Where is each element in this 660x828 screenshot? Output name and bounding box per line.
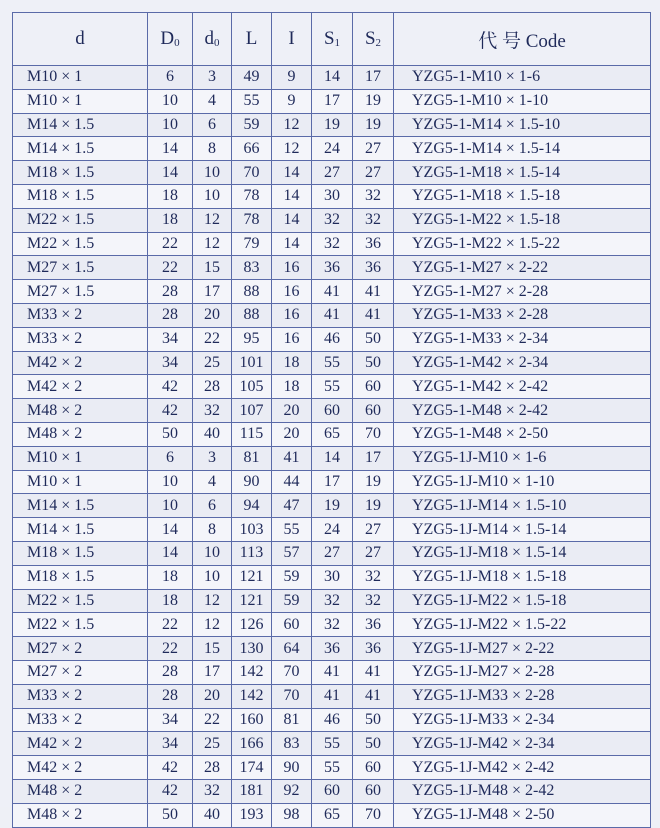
cell-s2: 19 (353, 470, 394, 494)
cell-d0: 28 (148, 660, 193, 684)
cell-d0: 14 (148, 137, 193, 161)
cell-i: 20 (272, 422, 312, 446)
cell-d0: 12 (193, 232, 232, 256)
cell-d: M18 × 1.5 (13, 161, 148, 185)
cell-l: 103 (232, 518, 272, 542)
cell-d0: 28 (148, 684, 193, 708)
cell-code: YZG5-1-M22 × 1.5-22 (394, 232, 651, 256)
cell-code: YZG5-1J-M33 × 2-34 (394, 708, 651, 732)
cell-i: 18 (272, 375, 312, 399)
cell-s1: 17 (312, 470, 353, 494)
cell-i: 60 (272, 613, 312, 637)
cell-d0: 10 (148, 89, 193, 113)
header-S2: $S_2$ (353, 13, 394, 66)
cell-s2: 50 (353, 351, 394, 375)
table-row (13, 541, 651, 565)
cell-code: YZG5-1-M33 × 2-28 (394, 303, 651, 327)
cell-s1: 32 (312, 613, 353, 637)
cell-i: 92 (272, 779, 312, 803)
cell-d0: 22 (193, 708, 232, 732)
cell-d0: 22 (148, 613, 193, 637)
cell-code: YZG5-1J-M22 × 1.5-22 (394, 613, 651, 637)
cell-d: M33 × 2 (13, 684, 148, 708)
table-row (13, 113, 651, 137)
table-row (13, 375, 651, 399)
cell-s2: 32 (353, 208, 394, 232)
cell-l: 121 (232, 589, 272, 613)
cell-d0: 18 (148, 208, 193, 232)
cell-s1: 27 (312, 541, 353, 565)
cell-d0: 8 (193, 518, 232, 542)
cell-i: 18 (272, 351, 312, 375)
cell-s1: 41 (312, 280, 353, 304)
cell-l: 70 (232, 161, 272, 185)
cell-d: M10 × 1 (13, 446, 148, 470)
cell-d0: 18 (148, 589, 193, 613)
cell-s1: 65 (312, 422, 353, 446)
cell-s2: 41 (353, 280, 394, 304)
cell-s1: 19 (312, 113, 353, 137)
cell-code: YZG5-1J-M48 × 2-50 (394, 803, 651, 827)
cell-i: 14 (272, 184, 312, 208)
cell-d0: 22 (148, 256, 193, 280)
cell-l: 78 (232, 184, 272, 208)
table-header-row (13, 13, 651, 66)
cell-i: 90 (272, 756, 312, 780)
cell-l: 90 (232, 470, 272, 494)
table-row (13, 232, 651, 256)
cell-d: M18 × 1.5 (13, 184, 148, 208)
cell-d: M10 × 1 (13, 66, 148, 90)
table-row (13, 256, 651, 280)
cell-i: 70 (272, 684, 312, 708)
cell-l: 94 (232, 494, 272, 518)
cell-s1: 65 (312, 803, 353, 827)
cell-code: YZG5-1-M48 × 2-42 (394, 399, 651, 423)
cell-s1: 27 (312, 161, 353, 185)
table-row (13, 565, 651, 589)
cell-d0: 28 (193, 375, 232, 399)
cell-code: YZG5-1J-M10 × 1-10 (394, 470, 651, 494)
cell-d: M42 × 2 (13, 756, 148, 780)
cell-d0: 22 (193, 327, 232, 351)
cell-d0: 18 (148, 565, 193, 589)
cell-i: 41 (272, 446, 312, 470)
cell-code: YZG5-1-M18 × 1.5-18 (394, 184, 651, 208)
cell-d: M27 × 1.5 (13, 280, 148, 304)
cell-s2: 60 (353, 756, 394, 780)
cell-l: 181 (232, 779, 272, 803)
cell-d0: 14 (148, 161, 193, 185)
cell-l: 113 (232, 541, 272, 565)
cell-s1: 60 (312, 399, 353, 423)
cell-code: YZG5-1J-M42 × 2-34 (394, 732, 651, 756)
header-I: I (272, 13, 312, 66)
table-row (13, 161, 651, 185)
cell-d: M42 × 2 (13, 732, 148, 756)
cell-i: 47 (272, 494, 312, 518)
cell-code: YZG5-1-M10 × 1-6 (394, 66, 651, 90)
cell-d: M18 × 1.5 (13, 541, 148, 565)
cell-s1: 46 (312, 708, 353, 732)
cell-s1: 17 (312, 89, 353, 113)
table-row (13, 660, 651, 684)
cell-code: YZG5-1J-M27 × 2-22 (394, 637, 651, 661)
cell-d0: 40 (193, 803, 232, 827)
cell-d0: 6 (148, 446, 193, 470)
table-row (13, 208, 651, 232)
table-row (13, 732, 651, 756)
cell-d0: 28 (148, 303, 193, 327)
cell-s1: 55 (312, 375, 353, 399)
cell-s1: 32 (312, 589, 353, 613)
cell-d0: 42 (148, 756, 193, 780)
cell-l: 121 (232, 565, 272, 589)
cell-s1: 14 (312, 66, 353, 90)
table-row (13, 470, 651, 494)
cell-l: 142 (232, 660, 272, 684)
cell-d0: 42 (148, 399, 193, 423)
cell-i: 16 (272, 327, 312, 351)
cell-l: 59 (232, 113, 272, 137)
cell-s2: 60 (353, 375, 394, 399)
cell-l: 130 (232, 637, 272, 661)
cell-s1: 36 (312, 256, 353, 280)
cell-d0: 22 (148, 637, 193, 661)
cell-s1: 30 (312, 565, 353, 589)
cell-code: YZG5-1J-M48 × 2-42 (394, 779, 651, 803)
cell-s2: 32 (353, 589, 394, 613)
cell-s2: 60 (353, 779, 394, 803)
cell-d0: 12 (193, 208, 232, 232)
cell-d0: 12 (193, 613, 232, 637)
cell-i: 16 (272, 280, 312, 304)
header-D0: $D_0$ (148, 13, 193, 66)
cell-i: 14 (272, 208, 312, 232)
cell-d0: 17 (193, 280, 232, 304)
cell-d0: 10 (193, 565, 232, 589)
cell-s2: 41 (353, 303, 394, 327)
cell-code: YZG5-1-M14 × 1.5-14 (394, 137, 651, 161)
table-row (13, 613, 651, 637)
cell-i: 55 (272, 518, 312, 542)
cell-s2: 41 (353, 660, 394, 684)
cell-l: 83 (232, 256, 272, 280)
cell-s2: 41 (353, 684, 394, 708)
cell-d0: 28 (193, 756, 232, 780)
cell-l: 142 (232, 684, 272, 708)
cell-d0: 15 (193, 256, 232, 280)
cell-d0: 6 (148, 66, 193, 90)
cell-s2: 50 (353, 732, 394, 756)
cell-code: YZG5-1-M10 × 1-10 (394, 89, 651, 113)
cell-d: M48 × 2 (13, 779, 148, 803)
cell-s2: 32 (353, 184, 394, 208)
cell-s2: 60 (353, 399, 394, 423)
cell-s1: 41 (312, 660, 353, 684)
cell-d0: 6 (193, 113, 232, 137)
cell-d0: 22 (148, 232, 193, 256)
cell-d0: 34 (148, 351, 193, 375)
cell-d: M27 × 2 (13, 637, 148, 661)
header-code: 代 号 Code (394, 13, 651, 66)
cell-l: 88 (232, 280, 272, 304)
cell-s1: 60 (312, 779, 353, 803)
cell-i: 57 (272, 541, 312, 565)
specification-table (12, 12, 651, 828)
cell-s1: 24 (312, 518, 353, 542)
cell-d0: 20 (193, 303, 232, 327)
cell-d: M48 × 2 (13, 399, 148, 423)
cell-d: M33 × 2 (13, 327, 148, 351)
cell-code: YZG5-1-M22 × 1.5-18 (394, 208, 651, 232)
cell-s2: 27 (353, 137, 394, 161)
cell-i: 83 (272, 732, 312, 756)
cell-i: 59 (272, 565, 312, 589)
cell-code: YZG5-1-M14 × 1.5-10 (394, 113, 651, 137)
table-row (13, 637, 651, 661)
cell-l: 66 (232, 137, 272, 161)
cell-d0: 34 (148, 708, 193, 732)
cell-i: 12 (272, 137, 312, 161)
cell-d0: 15 (193, 637, 232, 661)
cell-s2: 27 (353, 518, 394, 542)
cell-d0: 34 (148, 732, 193, 756)
cell-d: M14 × 1.5 (13, 137, 148, 161)
cell-s2: 17 (353, 66, 394, 90)
cell-l: 81 (232, 446, 272, 470)
cell-l: 79 (232, 232, 272, 256)
cell-i: 59 (272, 589, 312, 613)
header-d: d (13, 13, 148, 66)
header-d0: $d_0$ (193, 13, 232, 66)
cell-l: 101 (232, 351, 272, 375)
table-row (13, 66, 651, 90)
cell-l: 166 (232, 732, 272, 756)
cell-d0: 3 (193, 66, 232, 90)
cell-i: 9 (272, 66, 312, 90)
cell-s1: 19 (312, 494, 353, 518)
cell-code: YZG5-1-M42 × 2-34 (394, 351, 651, 375)
cell-d0: 32 (193, 779, 232, 803)
cell-s2: 36 (353, 256, 394, 280)
table-row (13, 708, 651, 732)
cell-i: 98 (272, 803, 312, 827)
cell-d0: 10 (193, 161, 232, 185)
cell-s1: 41 (312, 684, 353, 708)
cell-code: YZG5-1-M42 × 2-42 (394, 375, 651, 399)
cell-l: 49 (232, 66, 272, 90)
cell-d0: 17 (193, 660, 232, 684)
cell-l: 78 (232, 208, 272, 232)
cell-code: YZG5-1-M48 × 2-50 (394, 422, 651, 446)
table-row (13, 351, 651, 375)
cell-l: 107 (232, 399, 272, 423)
cell-s1: 24 (312, 137, 353, 161)
cell-d0: 10 (148, 113, 193, 137)
cell-code: YZG5-1J-M18 × 1.5-18 (394, 565, 651, 589)
cell-s1: 36 (312, 637, 353, 661)
table-row (13, 684, 651, 708)
cell-d0: 12 (193, 589, 232, 613)
cell-code: YZG5-1J-M14 × 1.5-10 (394, 494, 651, 518)
table-row (13, 399, 651, 423)
header-S1: $S_1$ (312, 13, 353, 66)
cell-d0: 18 (148, 184, 193, 208)
cell-code: YZG5-1J-M42 × 2-42 (394, 756, 651, 780)
cell-s1: 55 (312, 756, 353, 780)
cell-l: 160 (232, 708, 272, 732)
cell-l: 95 (232, 327, 272, 351)
cell-d: M22 × 1.5 (13, 232, 148, 256)
cell-d0: 8 (193, 137, 232, 161)
cell-s2: 70 (353, 803, 394, 827)
cell-d0: 4 (193, 470, 232, 494)
cell-d0: 50 (148, 803, 193, 827)
cell-d0: 10 (148, 470, 193, 494)
cell-code: YZG5-1J-M18 × 1.5-14 (394, 541, 651, 565)
cell-s2: 36 (353, 637, 394, 661)
cell-d0: 6 (193, 494, 232, 518)
cell-s2: 50 (353, 708, 394, 732)
cell-s1: 55 (312, 351, 353, 375)
cell-l: 174 (232, 756, 272, 780)
cell-s2: 36 (353, 613, 394, 637)
cell-i: 70 (272, 660, 312, 684)
cell-code: YZG5-1J-M10 × 1-6 (394, 446, 651, 470)
cell-d0: 25 (193, 351, 232, 375)
cell-s2: 19 (353, 113, 394, 137)
cell-d: M48 × 2 (13, 422, 148, 446)
cell-i: 81 (272, 708, 312, 732)
cell-i: 16 (272, 303, 312, 327)
table-row (13, 494, 651, 518)
cell-d0: 20 (193, 684, 232, 708)
cell-d: M48 × 2 (13, 803, 148, 827)
cell-l: 126 (232, 613, 272, 637)
cell-i: 9 (272, 89, 312, 113)
table-row (13, 184, 651, 208)
cell-d: M27 × 1.5 (13, 256, 148, 280)
cell-s2: 19 (353, 494, 394, 518)
cell-d: M14 × 1.5 (13, 518, 148, 542)
cell-i: 20 (272, 399, 312, 423)
cell-s1: 55 (312, 732, 353, 756)
cell-d: M10 × 1 (13, 89, 148, 113)
cell-d0: 34 (148, 327, 193, 351)
header-L: L (232, 13, 272, 66)
cell-d0: 3 (193, 446, 232, 470)
cell-i: 44 (272, 470, 312, 494)
cell-s2: 27 (353, 161, 394, 185)
cell-i: 16 (272, 256, 312, 280)
cell-d: M33 × 2 (13, 708, 148, 732)
cell-i: 64 (272, 637, 312, 661)
cell-s1: 32 (312, 208, 353, 232)
cell-d0: 4 (193, 89, 232, 113)
table-row (13, 303, 651, 327)
table-row (13, 756, 651, 780)
cell-s1: 46 (312, 327, 353, 351)
cell-d: M14 × 1.5 (13, 113, 148, 137)
cell-d0: 25 (193, 732, 232, 756)
cell-d0: 10 (193, 541, 232, 565)
cell-d0: 14 (148, 518, 193, 542)
cell-l: 193 (232, 803, 272, 827)
cell-d0: 10 (148, 494, 193, 518)
cell-d: M14 × 1.5 (13, 494, 148, 518)
cell-l: 55 (232, 89, 272, 113)
cell-l: 115 (232, 422, 272, 446)
cell-code: YZG5-1-M27 × 2-22 (394, 256, 651, 280)
cell-d: M22 × 1.5 (13, 208, 148, 232)
cell-s2: 17 (353, 446, 394, 470)
cell-i: 12 (272, 113, 312, 137)
table-row (13, 589, 651, 613)
cell-code: YZG5-1-M27 × 2-28 (394, 280, 651, 304)
cell-code: YZG5-1-M33 × 2-34 (394, 327, 651, 351)
cell-i: 14 (272, 232, 312, 256)
cell-s2: 50 (353, 327, 394, 351)
table-row (13, 446, 651, 470)
cell-d0: 42 (148, 375, 193, 399)
cell-d: M42 × 2 (13, 351, 148, 375)
cell-l: 88 (232, 303, 272, 327)
cell-code: YZG5-1-M18 × 1.5-14 (394, 161, 651, 185)
table-row (13, 327, 651, 351)
cell-code: YZG5-1J-M22 × 1.5-18 (394, 589, 651, 613)
cell-s1: 14 (312, 446, 353, 470)
table-row (13, 137, 651, 161)
cell-code: YZG5-1J-M14 × 1.5-14 (394, 518, 651, 542)
cell-d0: 32 (193, 399, 232, 423)
table-row (13, 89, 651, 113)
cell-d: M10 × 1 (13, 470, 148, 494)
cell-i: 14 (272, 161, 312, 185)
table-row (13, 518, 651, 542)
cell-s1: 32 (312, 232, 353, 256)
cell-l: 105 (232, 375, 272, 399)
cell-d: M22 × 1.5 (13, 613, 148, 637)
cell-d: M18 × 1.5 (13, 565, 148, 589)
cell-d0: 14 (148, 541, 193, 565)
cell-d0: 42 (148, 779, 193, 803)
cell-code: YZG5-1J-M33 × 2-28 (394, 684, 651, 708)
cell-d: M27 × 2 (13, 660, 148, 684)
cell-d: M42 × 2 (13, 375, 148, 399)
cell-d0: 28 (148, 280, 193, 304)
cell-s2: 27 (353, 541, 394, 565)
cell-code: YZG5-1J-M27 × 2-28 (394, 660, 651, 684)
cell-s2: 32 (353, 565, 394, 589)
cell-d0: 40 (193, 422, 232, 446)
cell-d: M22 × 1.5 (13, 589, 148, 613)
cell-s2: 70 (353, 422, 394, 446)
table-body (13, 66, 651, 828)
table-row (13, 422, 651, 446)
cell-d0: 10 (193, 184, 232, 208)
cell-d0: 50 (148, 422, 193, 446)
cell-d: M33 × 2 (13, 303, 148, 327)
cell-s1: 41 (312, 303, 353, 327)
cell-s2: 36 (353, 232, 394, 256)
table-row (13, 280, 651, 304)
cell-s2: 19 (353, 89, 394, 113)
table-row (13, 779, 651, 803)
cell-s1: 30 (312, 184, 353, 208)
